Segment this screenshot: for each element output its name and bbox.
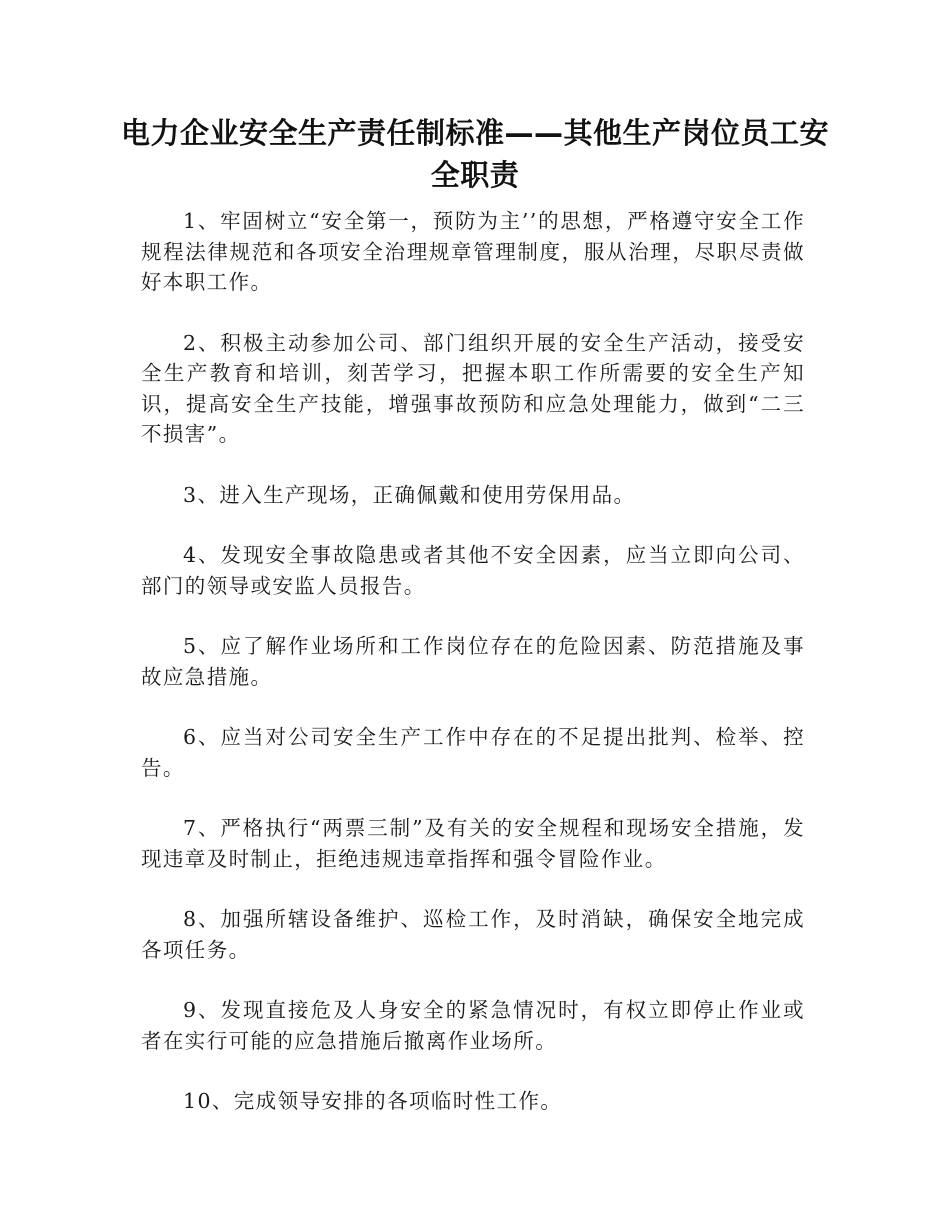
- paragraph-6: 6、应当对公司安全生产工作中存在的不足提出批判、检举、控告。: [141, 725, 805, 780]
- paragraph-8: 8、加强所辖设备维护、巡检工作，及时消缺，确保安全地完成各项任务。: [141, 907, 805, 962]
- paragraph-1: 1、牢固树立“安全第一，预防为主’’的思想，严格遵守安全工作规程法律规范和各项安全治理规章管理制度，服从治理，尽职尽责做好本职工作。: [141, 209, 805, 294]
- paragraph-5: 5、应了解作业场所和工作岗位存在的危险因素、防范措施及事故应急措施。: [141, 634, 805, 689]
- paragraph-10: 10、完成领导安排的各项临时性工作。: [183, 1089, 563, 1113]
- paragraph-9: 9、发现直接危及人身安全的紧急情况时，有权立即停止作业或者在实行可能的应急措施后撤离作业场所。: [141, 998, 805, 1053]
- paragraph-3: 3、进入生产现场，正确佩戴和使用劳保用品。: [183, 482, 636, 507]
- document-body: [141, 206, 805, 1147]
- paragraph-2: 2、积极主动参加公司、部门组织开展的安全生产活动，接受安全生产教育和培训，刻苦学习，把握本职工作所需要的安全生产知识，提高安全生产技能，增强事故预防和应急处理能力，做到“二三不损害”。: [141, 330, 805, 446]
- document-title: 电力企业安全生产责任制标准——其他生产岗位员工安全职责: [120, 116, 829, 192]
- paragraph-4: 4、发现安全事故隐患或者其他不安全因素，应当立即向公司、部门的领导或安监人员报告。: [141, 543, 805, 598]
- paragraph-7: 7、严格执行“两票三制”及有关的安全规程和现场安全措施，发现违章及时制止，拒绝违规违章指挥和强令冒险作业。: [141, 816, 805, 871]
